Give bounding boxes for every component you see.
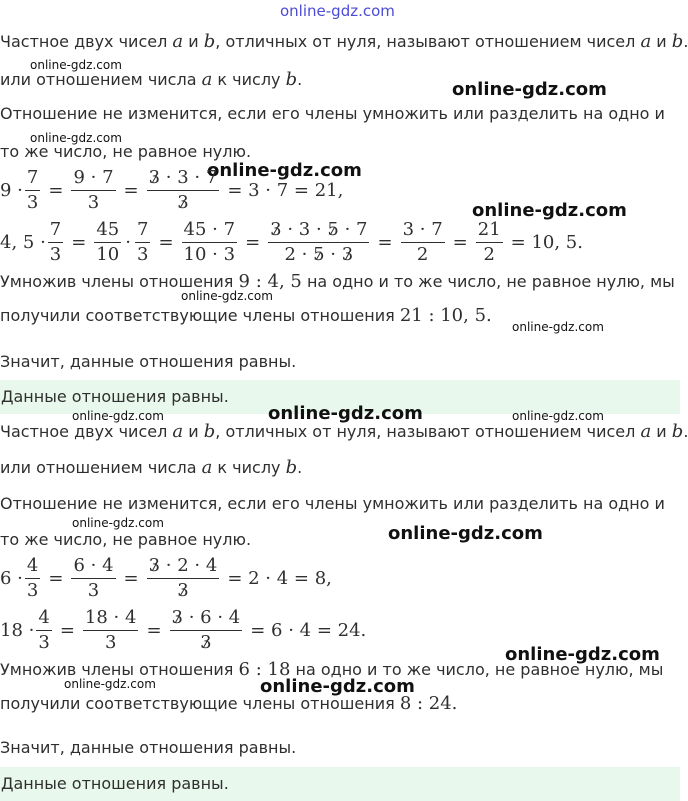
watermark-small: online-gdz.com bbox=[72, 409, 164, 423]
watermark-large: online-gdz.com bbox=[452, 79, 607, 100]
fraction-cancelled: $\frac{3 \cdot 6 \cdot 4}{3}$ bbox=[171, 606, 241, 653]
fraction: $\frac{7}{3}$ bbox=[136, 218, 149, 265]
conclusion-text: Значит, данные отношения равны. bbox=[0, 738, 297, 757]
watermark-large: online-gdz.com bbox=[388, 523, 543, 544]
property-line-2: то же число, не равное нулю. bbox=[0, 142, 252, 161]
definition-line-2: или отношением числа a к числу b. bbox=[0, 69, 303, 90]
watermark-small: online-gdz.com bbox=[30, 58, 122, 72]
cancel-mark: 3 bbox=[270, 218, 282, 240]
property-line-1: Отношение не изменится, если его члены умножить или разделить на одно и bbox=[0, 494, 665, 513]
watermark-small: online-gdz.com bbox=[64, 677, 156, 691]
fraction-cancelled: $\frac{3 \cdot 3 \cdot 7}{3}$ bbox=[148, 166, 218, 213]
property-line-2: то же число, не равное нулю. bbox=[0, 530, 252, 549]
watermark-large: online-gdz.com bbox=[268, 403, 423, 424]
fraction: $\frac{7}{3}$ bbox=[26, 166, 39, 213]
equation-4: 18 · $\frac{4}{3}$ = $\frac{18 \cdot 4}{3}$ = $\frac{3 \cdot 6 \cdot 4}{3}$ = 6 · 4 = 24. bbox=[0, 606, 367, 653]
cancel-mark: 3 bbox=[148, 166, 161, 188]
watermark-small: online-gdz.com bbox=[30, 131, 122, 145]
cancel-mark: 3 bbox=[177, 191, 189, 213]
definition-line-2: или отношением числа a к числу b. bbox=[0, 457, 303, 478]
multiplication-line-2: получили соответствующие члены отношения 8 : 24. bbox=[0, 693, 458, 714]
fraction: $\frac{4}{3}$ bbox=[38, 606, 50, 653]
answer-box: Данные отношения равны. bbox=[0, 767, 680, 801]
cancel-mark: 3 bbox=[341, 243, 354, 265]
fraction: $\frac{18 \cdot 4}{3}$ bbox=[84, 606, 137, 653]
cancel-mark: 5 bbox=[327, 218, 339, 240]
cancel-mark: 3 bbox=[177, 579, 189, 601]
conclusion-text: Значит, данные отношения равны. bbox=[0, 352, 297, 371]
watermark-small: online-gdz.com bbox=[181, 289, 273, 303]
fraction: $\frac{21}{2}$ bbox=[477, 218, 501, 265]
definition-line-1: Частное двух чисел a и b, отличных от нуля, называют отношением чисел a и b. bbox=[0, 421, 688, 442]
watermark-small: online-gdz.com bbox=[512, 320, 604, 334]
equation-2: 4, 5 · $\frac{7}{3}$ = $\frac{45}{10}$ · $\frac{7}{3}$ = $\frac{45 \cdot 7}{10 \cdot 3}$ = $\frac{3 \cdot 3 \cdot 5 \cdot 7}{2 \cdot 5 \cdot 3}$ = $\frac{3 \cdot 7}{2}$ = $\frac{21}{2}$ = 10, 5. bbox=[0, 218, 583, 265]
equation-1: 9 · $\frac{7}{3}$ = $\frac{9 \cdot 7}{3}$ = $\frac{3 \cdot 3 \cdot 7}{3}$ = 3 · 7 = 21, bbox=[0, 166, 344, 213]
cancel-mark: 3 bbox=[200, 631, 212, 653]
fraction: $\frac{9 \cdot 7}{3}$ bbox=[73, 166, 114, 213]
watermark-small: online-gdz.com bbox=[512, 409, 604, 423]
fraction-cancelled: $\frac{3 \cdot 3 \cdot 5 \cdot 7}{2 \cdot 5 \cdot 3}$ bbox=[270, 218, 368, 265]
watermark-large: online-gdz.com bbox=[260, 676, 415, 697]
property-line-1: Отношение не изменится, если его члены умножить или разделить на одно и bbox=[0, 104, 665, 123]
equation-3: 6 · $\frac{4}{3}$ = $\frac{6 \cdot 4}{3}$ = $\frac{3 \cdot 2 \cdot 4}{3}$ = 2 · 4 = 8, bbox=[0, 554, 332, 601]
fraction: $\frac{45 \cdot 7}{10 \cdot 3}$ bbox=[183, 218, 236, 265]
fraction: $\frac{7}{3}$ bbox=[49, 218, 62, 265]
multiplication-line-1: Умножив члены отношения 9 : 4, 5 на одно и то же число, не равное нулю, мы bbox=[0, 271, 675, 292]
definition-line-1: Частное двух чисел a и b, отличных от нуля, называют отношением чисел a и b. bbox=[0, 31, 688, 52]
watermark-small: online-gdz.com bbox=[72, 516, 164, 530]
cancel-mark: 3 bbox=[148, 554, 161, 576]
answer-box: Данные отношения равны. bbox=[0, 380, 680, 414]
watermark-large: online-gdz.com bbox=[207, 160, 362, 181]
watermark-large: online-gdz.com bbox=[472, 200, 627, 221]
fraction: $\frac{45}{10}$ bbox=[96, 218, 120, 265]
fraction-cancelled: $\frac{3 \cdot 2 \cdot 4}{3}$ bbox=[148, 554, 218, 601]
fraction: $\frac{3 \cdot 7}{2}$ bbox=[402, 218, 443, 265]
cancel-mark: 3 bbox=[171, 606, 183, 628]
watermark-large: online-gdz.com bbox=[505, 644, 660, 665]
watermark-top: online-gdz.com bbox=[280, 2, 395, 20]
cancel-mark: 5 bbox=[313, 243, 325, 265]
fraction: $\frac{4}{3}$ bbox=[26, 554, 39, 601]
fraction: $\frac{6 \cdot 4}{3}$ bbox=[73, 554, 114, 601]
multiplication-line-1: Умножив члены отношения 6 : 18 на одно и то же число, не равное нулю, мы bbox=[0, 659, 664, 680]
multiplication-line-2: получили соответствующие члены отношения 21 : 10, 5. bbox=[0, 305, 492, 326]
